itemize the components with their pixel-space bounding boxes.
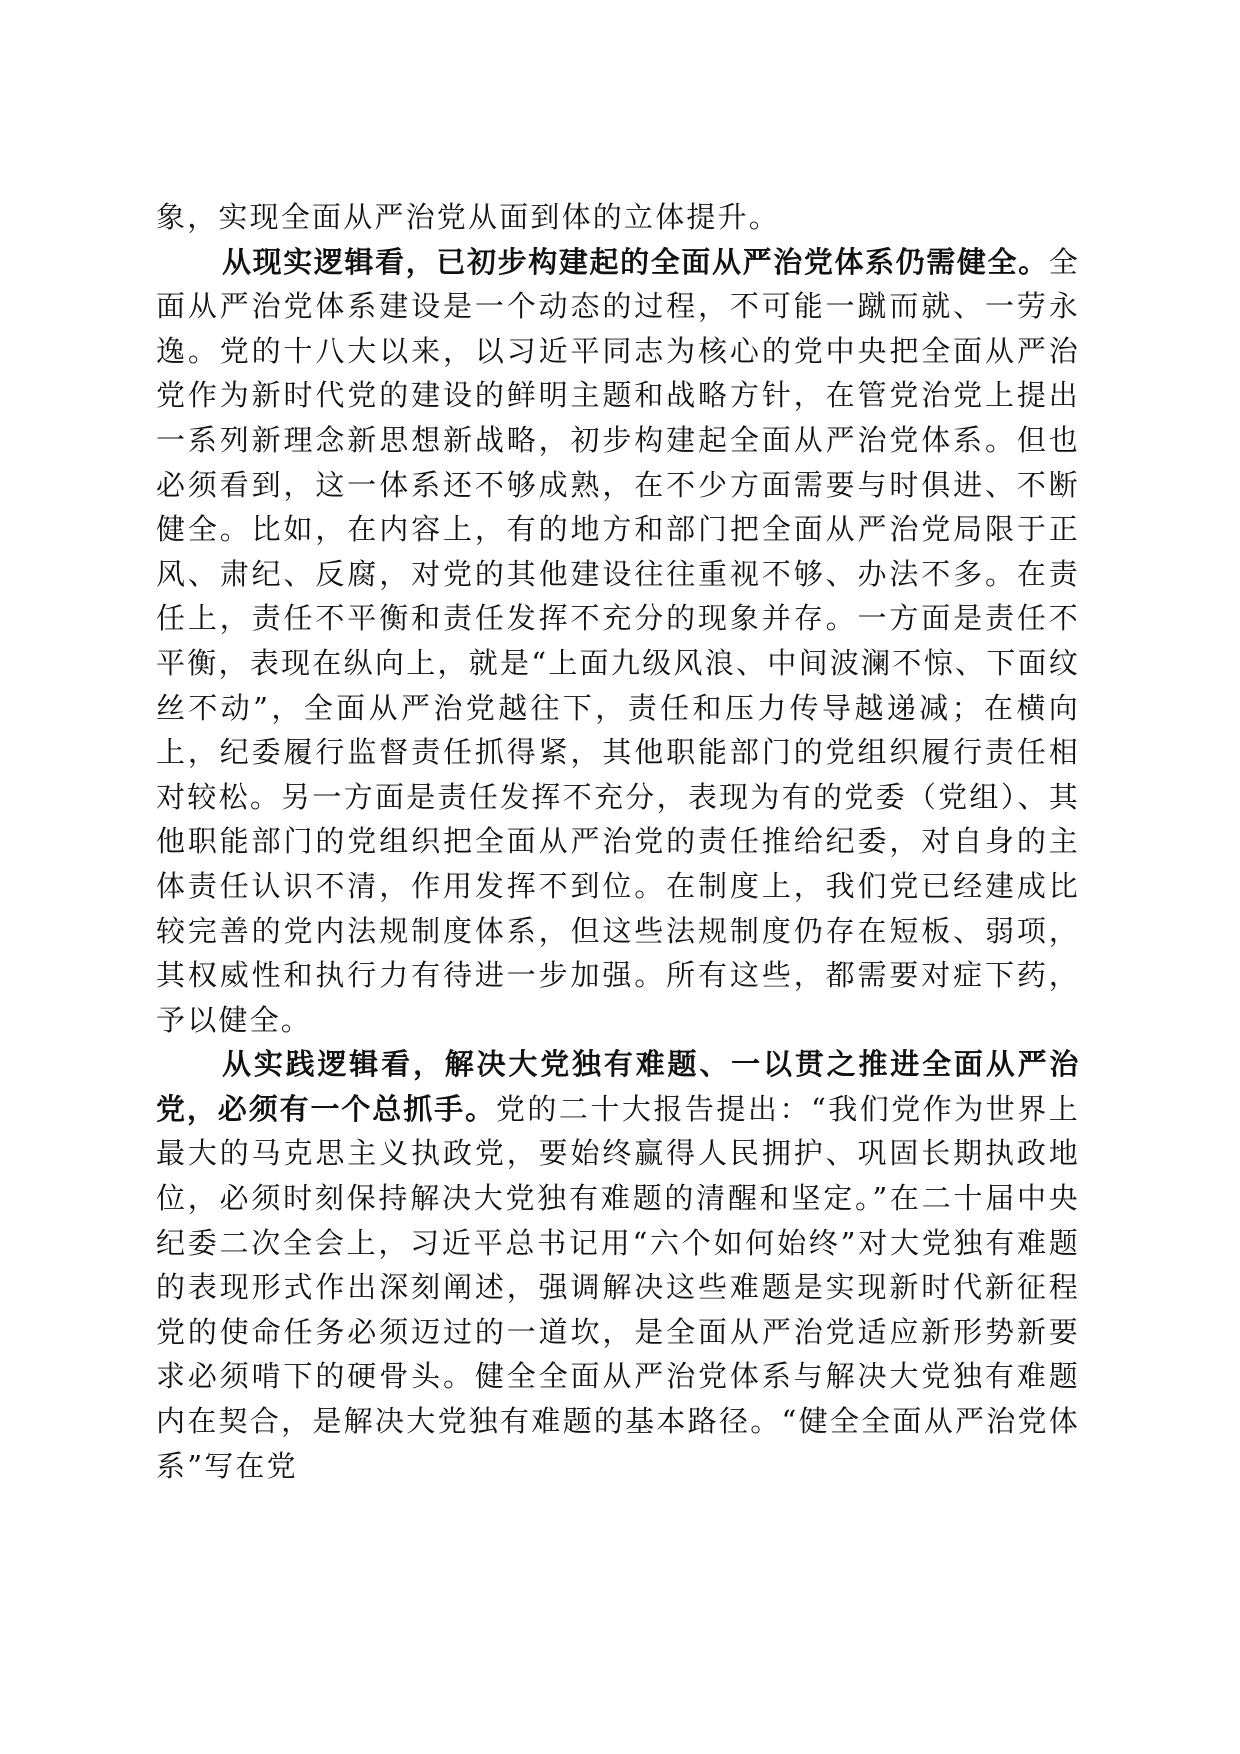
paragraph-realistic-logic <box>156 240 1080 1043</box>
paragraph-text: 党的二十大报告提出：“我们党作为世界上最大的马克思主义执政党，要始终赢得人民拥护、巩固长期执政地位，必须时刻保持解决大党独有难题的清醒和坚定。”在二十届中央纪委二次全会上，习近平总书记用“六个如何始终”对大党独有难题的表现形式作出深刻阐述，强调解决这些难题是实现新时代新征程党的使命任务必须迈过的一道坎，是全面从严治党适应新形势新要求必须啃下的硬骨头。健全全面从严治党体系与解决大党独有难题内在契合，是解决大党独有难题的基本路径。“健全全面从严治党体系”写在党 <box>156 1091 1080 1483</box>
paragraph-text: 全面从严治党体系建设是一个动态的过程，不可能一蹴而就、一劳永逸。党的十八大以来，以习近平同志为核心的党中央把全面从严治党作为新时代党的建设的鲜明主题和战略方针，在管党治党上提出一系列新理念新思想新战略，初步构建起全面从严治党体系。但也必须看到，这一体系还不够成熟，在不少方面需要与时俱进、不断健全。比如，在内容上，有的地方和部门把全面从严治党局限于正风、肃纪、反腐，对党的其他建设往往重视不够、办法不多。在责任上，责任不平衡和责任发挥不充分的现象并存。一方面是责任不平衡，表现在纵向上，就是“上面九级风浪、中间波澜不惊、下面纹丝不动”，全面从严治党越往下，责任和压力传导越递减；在横向上，纪委履行监督责任抓得紧，其他职能部门的党组织履行责任相对较松。另一方面是责任发挥不充分，表现为有的党委（党组）、其他职能部门的党组织把全面从严治党的责任推给纪委，对自身的主体责任认识不清，作用发挥不到位。在制度上，我们党已经建成比较完善的党内法规制度体系，但这些法规制度仍存在短板、弱项，其权威性和执行力有待进一步加强。所有这些，都需要对症下药，予以健全。 <box>156 244 1080 1037</box>
paragraph-continuation <box>156 195 1080 240</box>
paragraph-practical-logic <box>156 1042 1080 1488</box>
document-body <box>156 195 1080 1488</box>
paragraph-lead-heading: 从现实逻辑看，已初步构建起的全面从严治党体系仍需健全。 <box>222 244 1049 279</box>
paragraph-lead-heading: 从实践逻辑看，解决大党独有难题、一以贯之推进全面从严治党，必须有一个总抓手。 <box>156 1047 1080 1126</box>
paragraph-text: 象，实现全面从严治党从面到体的立体提升。 <box>156 200 781 234</box>
